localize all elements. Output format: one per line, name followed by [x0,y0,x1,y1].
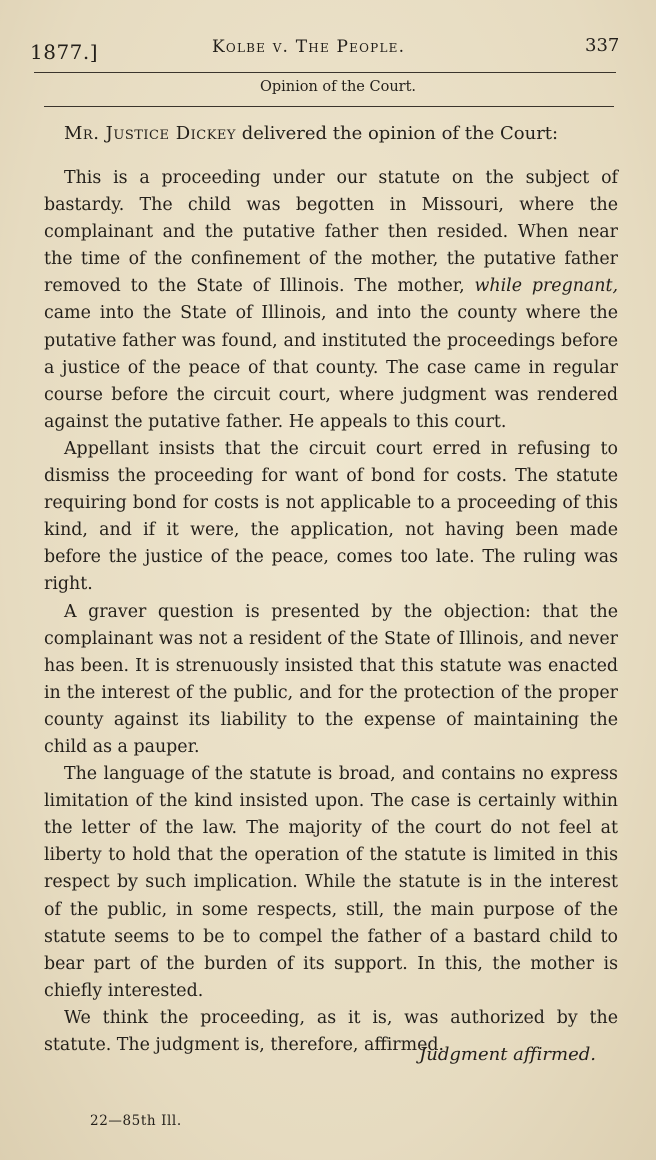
paragraph-1-part-b: came into the State of Illinois, and into the county where the putative father was found, and instituted the proceedings before a justice of the peace of that county. The case came in regular course before the circuit court, where judgment was rendered against the putative father. He appeals to this court. [44,303,618,432]
page-header [0,0,656,70]
paragraph-5: We think the proceeding, as it is, was authorized by the statute. The judgment is, therefore, affirmed. [44,1007,618,1055]
paragraph-1-italic: while pregnant, [474,276,618,297]
signature-mark: 22—85th Ill. [90,1113,182,1129]
opinion-intro-text: delivered the opinion of the Court: [236,123,559,144]
page-number: 337 [585,35,620,56]
opinion-body [44,165,618,1059]
paragraph-1 [44,165,618,436]
paragraph-2: Appellant insists that the circuit court erred in refusing to dismiss the proceeding for want of bond for costs. The statute requiring bond for costs is not applicable to a proceeding of this kind, and if it were, the application, not having been made before the justice of the peace, comes too late. The ruling was right. [44,438,618,595]
section-label: Opinion of the Court. [259,79,417,95]
year-label: 1877.] [30,40,99,64]
running-title: Kolbe v. The People. [212,37,406,57]
opinion-intro [64,120,624,147]
paragraph-1-part-a: This is a proceeding under our statute on the subject of bastardy. The child was begotten in Missouri, where the complainant and the putative father then resided. When near the time of the confinement of the mother, the putative father removed to the State of Illinois. The mother, [44,168,618,297]
judgment-line: Judgment affirmed. [419,1044,596,1065]
justice-name: Mr. Justice Dickey [64,123,237,144]
paragraph-3: A graver question is presented by the objection: that the complainant was not a resident of the State of Illinois, and never has been. It is strenuously insisted that this statute was enacted in the interest of the public, and for the protection of the proper county against its liability to the expense of maintaining the child as a pauper. [44,601,618,757]
header-rule-top [34,72,616,73]
paragraph-4: The language of the statute is broad, and contains no express limitation of the kind insisted upon. The case is certainly within the letter of the law. The majority of the court do not feel at liberty to hold that the operation of the statute is limited in this respect by such implication. While the statute is in the interest of the public, in some respects, still, the main purpose of the statute seems to be to compel the father of a bastard child to bear part of the burden of its support. In this, the mother is chiefly interested. [44,764,618,1001]
header-rule-bottom [44,106,614,107]
